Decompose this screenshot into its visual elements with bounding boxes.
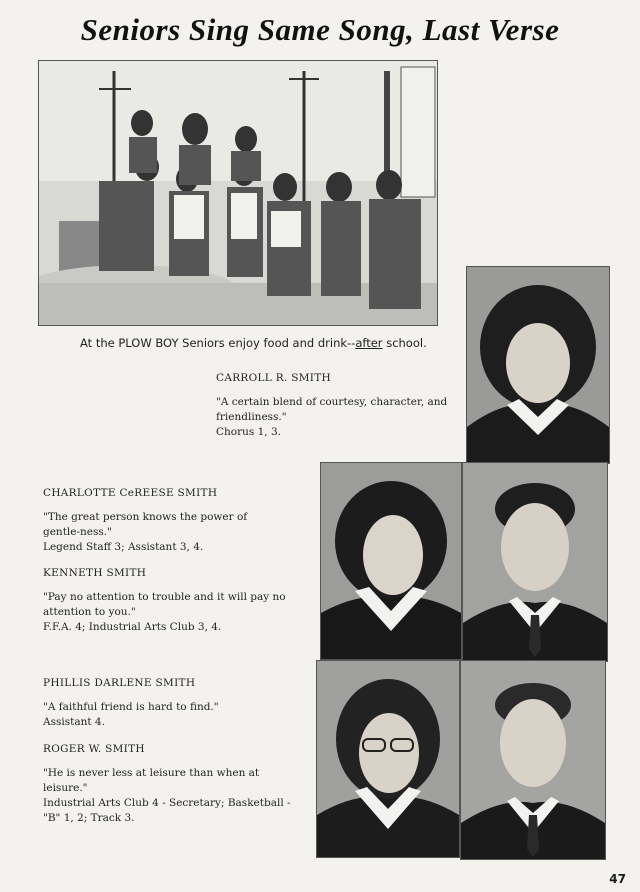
caption-text: At the PLOW BOY Seniors enjoy food and drink-- <box>80 336 356 350</box>
senior-activities: Assistant 4. <box>43 716 105 728</box>
senior-activities: Legend Staff 3; Assistant 3, 4. <box>43 541 204 553</box>
senior-quote: "He is never less at leisure than when at leisure." <box>43 767 260 794</box>
portrait-charlotte-smith <box>320 462 462 660</box>
senior-entry-kenneth <box>43 566 295 635</box>
senior-name: ROGER W. SMITH <box>43 743 145 755</box>
page-number: 47 <box>609 872 626 886</box>
senior-quote: "A faithful friend is hard to find." <box>43 701 219 713</box>
senior-activities: F.F.A. 4; Industrial Arts Club 3, 4. <box>43 621 222 633</box>
group-photo <box>38 60 438 326</box>
senior-activities: Chorus 1, 3. <box>216 426 281 438</box>
senior-quote: "The great person knows the power of gentle-ness." <box>43 511 248 538</box>
senior-name: CHARLOTTE CeREESE SMITH <box>43 487 218 499</box>
page-title: Seniors Sing Same Song, Last Verse <box>80 12 560 47</box>
senior-quote: "A certain blend of courtesy, character, and friendliness." <box>216 396 448 423</box>
portrait-kenneth-smith <box>462 462 608 662</box>
caption-underlined-text: after <box>355 336 383 350</box>
caption-text-end: school. <box>382 336 427 350</box>
portrait-phillis-smith <box>316 660 460 858</box>
senior-name: PHILLIS DARLENE SMITH <box>43 677 196 689</box>
senior-entry-charlotte <box>43 486 283 555</box>
portrait-carroll-smith <box>466 266 610 464</box>
senior-entry-phillis <box>43 676 293 730</box>
senior-activities: Industrial Arts Club 4 - Secretary; Basketball - "B" 1, 2; Track 3. <box>43 797 291 824</box>
portrait-roger-smith <box>460 660 606 860</box>
senior-entry-carroll <box>216 371 448 440</box>
senior-name: CARROLL R. SMITH <box>216 372 331 384</box>
senior-quote: "Pay no attention to trouble and it will pay no attention to you." <box>43 591 286 618</box>
senior-name: KENNETH SMITH <box>43 567 147 579</box>
senior-entry-roger <box>43 742 303 826</box>
group-photo-caption <box>80 336 427 350</box>
